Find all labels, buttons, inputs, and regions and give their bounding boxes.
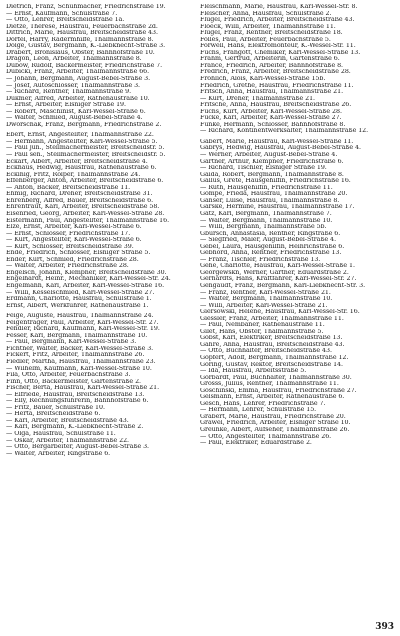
directory-entry: Floeck, Willi, Arbeiter, Thälmannstraße 11.: [200, 23, 336, 30]
directory-entry: Gatz, Karl, Bergmann, Thälmannstraße 7.: [200, 210, 332, 217]
directory-entry: Ehrenberg, Alfred, Bauer, Breitscheidstraße 6.: [6, 197, 154, 204]
directory-entry: Giersowski, Helene, Hausfrau, Karl-Wessel-Str. 16.: [200, 309, 360, 316]
directory-entry: — Otto, Bergarbeiter, August-Bebel-Straße 3.: [6, 444, 150, 451]
directory-entry: — Elfriede, Hausfrau, Breitscheidstraße 13.: [6, 391, 145, 398]
directory-entry: — Ruth, Hausgehilfin, Friedrichstraße 11.: [200, 184, 333, 191]
directory-entry: Ender, Kurt, Schmied, Friedrichstraße 28.: [6, 256, 139, 263]
directory-entry: — Franz, Rentner, Karl-Wessel-Straße 21.: [200, 289, 331, 296]
left-column: [6, 4, 198, 457]
directory-entry: Ende, Friedrich, Schlosser, Elsniger Straße 5.: [6, 250, 151, 257]
directory-entry: Gärtner, Arthur, Klempner, Friedrichstraße 6.: [200, 158, 344, 165]
directory-entry: Fickert, Fritz, Arbeiter, Thälmannstraße 26.: [6, 352, 145, 359]
directory-entry: Gähre, Anna, Hausfrau, Breitscheidstraße 43.: [200, 341, 345, 348]
directory-entry: Giessler, Franz, Arbeiter, Thälmannstraße 11.: [200, 315, 344, 322]
directory-entry: Fiedler, Martha, Hausfrau, Thälmannstraße 23.: [6, 358, 156, 365]
directory-entry: — Ernst, Arbeiter, Elsniger Straße 19.: [6, 102, 126, 109]
directory-entry: — Paul sen., Stellmachermeister, Breitscheidstr. 5.: [6, 152, 166, 159]
directory-entry: Flügel, Franz, Rentner, Breitscheidstraße 18.: [200, 30, 343, 37]
directory-entry: Gompe, Frieda, Hausfrau, Thälmannstraße 20.: [200, 191, 348, 198]
directory-entry: Eckinig, Fritz, Rolper, Thälmannstraße 24.: [6, 171, 141, 178]
directory-entry: — Paul, Bergmann, Karl-Wessel-Straße 3.: [6, 339, 137, 346]
directory-entry: Grabert, Marie, Hausfrau, Friedrichstraße 20.: [200, 413, 346, 420]
directory-entry: Gabert, Marie, Hausfrau, Karl-Wessel-Straße 11.: [200, 138, 354, 145]
directory-entry: — Willi, Bergmann, Thälmannstraße 5b.: [200, 224, 327, 231]
directory-entry: Gehe, Charlotte, Hausfrau, Karl-Wessel-Straße 1.: [200, 263, 355, 270]
directory-entry: Erdmann, Charlotte, Hausfrau, Schulstraße 1.: [6, 296, 152, 303]
directory-entry: — Kurt, Dreher, Thälmannstraße 21.: [200, 95, 315, 102]
directory-entry: Dietrich, Franz, Schuhmacher, Friedrichstraße 19.: [6, 4, 166, 10]
directory-entry: — Richard, Tischler, Elsniger Straße 19.: [200, 165, 327, 172]
directory-entry: Grosss, Julius, Rentner, Thälmannstraße 11.: [200, 381, 339, 388]
directory-entry: Flügel, Friedrich, Arbeiter, Breitscheidstraße 43.: [200, 17, 355, 24]
directory-entry: Eisenried, Georg, Arbeiter, Karl-Wessel-Straße 28.: [6, 210, 165, 217]
directory-entry: Gelsmann, Ernst, Arbeiter, Rathenaustraße 6.: [200, 394, 345, 401]
directory-entry: Ehmig, Richard, Dreher, Breitscheidstraße 31.: [6, 191, 153, 198]
directory-entry: Finn, Otto, Bäckermeister, Gartenstraße 2.: [6, 378, 141, 385]
directory-entry: Gebel, Laura, Hausgehilfin, Heinrichstraße 6.: [200, 243, 345, 250]
directory-entry: Gesch, Hans, Lehrer, Friedrichstraße 7.: [200, 400, 326, 407]
directory-entry: Gobst, Karl, Elektriker, Breitscheidstraße 13.: [200, 335, 343, 342]
directory-entry: — Walter, Arbeiter, Ringstraße 6.: [6, 450, 111, 457]
directory-entry: — Otto, Buchhalter, Breitscheidstraße 43.: [200, 348, 332, 355]
directory-entry: Dörfel, Harry, Rädermhilfe, Thälmannstraße 8.: [6, 36, 154, 43]
directory-entry: Fendler, Richard, Kaufmann, Karl-Wessel-Str. 19.: [6, 326, 160, 333]
directory-entry: — Herta, Breitscheidstraße 6.: [6, 411, 101, 418]
directory-entry: Eistermann, Paul, Angestellter, Thälmannstraße 16.: [6, 217, 170, 224]
directory-entry: Fredrich, Franz, Arbeiter, Breitscheidstraße 28.: [200, 69, 351, 76]
directory-entry: Elze, Ernst, Arbeiter, Karl-Wessel-Straße 6.: [6, 224, 142, 231]
directory-entry: Ebert, Ernst, Angestellter, Thälmannstraße 22.: [6, 132, 154, 139]
directory-columns: [6, 4, 394, 457]
directory-entry: Gengaudt, Franz, Bergmann, Karl-Liebknecht-Str. 3.: [200, 282, 366, 289]
directory-entry: — Josef, Autoschlosser, Thälmannstraße 3.: [6, 82, 141, 89]
directory-entry: — Oskar, Arbeiter, Thälmannstraße 22.: [6, 437, 129, 444]
directory-entry: Fleischmann, Marie, Hausfrau, Karl-Wessel-Str. 8.: [200, 4, 358, 10]
directory-entry: — Olga, Hausfrau, Schulstraße 11.: [6, 431, 116, 437]
directory-entry: — Hermann, Angestellter, Karl-Wessel-Straße 5.: [6, 138, 158, 145]
directory-entry: — Ida, Hausfrau, Arbeitsstraße 5.: [200, 368, 307, 375]
directory-entry: Engelhardt, Heinr., Mechaniker, Karl-Wessel-Str. 24.: [6, 276, 171, 283]
directory-entry: Drabert, Bronislaus, Obster, Bahnhofstraße 10.: [6, 49, 155, 56]
page-number: 393: [375, 622, 394, 632]
directory-entry: Fritsche, Anna, Hausfrau, Breitscheidstraße 26.: [200, 102, 352, 109]
directory-entry: — Walter, Schmied, August-Bebel-Straße 4.: [6, 115, 143, 122]
directory-entry: Eckart, Albert, Arbeiter, Breitscheidstraße 4.: [6, 158, 148, 165]
directory-entry: — Werner, Arbeiter, August-Bebel-Straße 4.: [200, 152, 338, 159]
directory-entry: France, Friedrich, Arbeiter, Bahnhofstraße 8.: [200, 62, 343, 69]
directory-entry: — Willi, Kesselschmied, Karl-Wessel-Straße 27.: [6, 289, 155, 296]
directory-entry: Ehrentraut, Karl, Arbeiter, Breitscheidstraße 58.: [6, 204, 160, 211]
directory-entry: Fritsch, Anna, Hausfrau, Thälmannstraße 21.: [200, 89, 344, 96]
directory-entry: Dubicki, Franz, Arbeiter, Thälmannstraße 66.: [6, 69, 150, 76]
directory-entry: — Wilhelm, Kaufmann, Karl-Wessel-Straße 10.: [6, 365, 152, 372]
directory-entry: — Willi, Arbeiter, Karl-Wessel-Straße 21.: [200, 302, 328, 309]
directory-entry: Georgewskn, Werner, Gärtner, Eduardstraße 2.: [200, 269, 349, 276]
directory-entry: Dietze, Therese, Hausfrau, Feuerbachstraße 2d.: [6, 23, 158, 30]
directory-entry: — Richard, Kontinentwerksalter, Thälmannstraße 12.: [200, 128, 369, 135]
directory-entry: — Walter, Arbeiter, Friedrichstraße 28.: [6, 263, 129, 270]
directory-entry: — Siegfried, Maler, August-Bebel-Straße 4.: [200, 237, 337, 244]
directory-entry: Effenberger, Anton, Arbeiter, Breitscheidstraße 6.: [6, 178, 164, 185]
directory-entry: — Paul, Nembaner, Rathenaustraße 11.: [200, 322, 325, 329]
directory-entry: Greunke, Albert, Aufseher, Thälmannstraße 26.: [200, 427, 350, 433]
directory-entry: — Ernst, Kaufmann, Schulstraße 7.: [6, 10, 118, 17]
directory-entry: — Johann, Bergmann, August-Bebel-Straße 3.: [6, 76, 151, 83]
directory-entry: — Kurt, Angestellter, Karl-Wessel-Straße 6.: [6, 237, 142, 244]
directory-entry: — Walter, Bergmann, Thälmannstraße 10.: [200, 217, 333, 224]
directory-entry: — Fritz, Bauer, Schulstraße 10.: [6, 404, 105, 411]
directory-entry: Dubow, Rudolf, Bäckermeister, Friedrichstraße 7.: [6, 62, 163, 69]
directory-entry: Engelsch, Johann, Klempner, Breitscheidstraße 30.: [6, 269, 167, 276]
directory-entry: Garske, Hermine, Hausfrau, Thälmannstraße 17.: [200, 204, 355, 211]
directory-entry: Ernst, Albert, Werkführer, Rathenaustraße 1.: [6, 302, 149, 309]
directory-entry: — Richard, Rentner, Thälmannstraße 9.: [6, 89, 132, 96]
directory-entry: Fischer, Berta, Hausfrau, Karl-Wessel-Straße 21.: [6, 385, 160, 392]
directory-entry: Funke, Hermann, Schlosser, Bahnhofstraße 8.: [200, 121, 346, 128]
directory-entry: Gallus, Grete, Hausgehilfin, Friedrichstraße 16.: [200, 178, 351, 185]
directory-entry: Friedrich, Grethe, Hausfrau, Friedrichstraße 11.: [200, 82, 354, 89]
directory-entry: — Anton, Bäcker, Breitscheidstraße 11.: [6, 184, 131, 191]
directory-entry: Fuchs, Frangott, Chemiker, Karl-Wessel-Straße 13.: [200, 49, 361, 56]
directory-entry: — Walter, Bergmann, Thälmannstraße 10.: [200, 296, 333, 303]
directory-entry: Fichtner, Walter, Bäcker, Karl-Wessel-Straße 3.: [6, 345, 154, 352]
directory-entry: Gbursch, Annastasia, Rentner, Ringstraße 6.: [200, 230, 341, 237]
directory-entry: — Robert, Maschinist, Karl-Wessel-Straße 6.: [6, 108, 146, 115]
directory-entry: Eckhaus, Hedwig, Hausfrau, Rathenaustraße 6.: [6, 165, 157, 172]
directory-entry: Dragon, Leon, Arbeiter, Thälmannstraße 8.: [6, 56, 142, 63]
directory-entry: Goschinski, Emma, Hausfrau, Friedrichstraße 27.: [200, 387, 357, 394]
directory-entry: Gaida, Robert, Bergmann, Thälmannstraße 8.: [200, 171, 344, 178]
directory-entry: Dittrich, Marie, Hausfrau, Breitscheidstraße 43.: [6, 30, 158, 37]
directory-entry: Gerhardts, Hans, Kraftfahrer, Karl-Wessel-Str. 27.: [200, 276, 357, 283]
directory-entry: Engelmann, Karl, Arbeiter, Karl-Wessel-Straße 16.: [6, 282, 165, 289]
directory-entry: Dükmer, Alfred, Arbeiter, Rathenaustraße 10.: [6, 95, 150, 102]
directory-entry: Ganser, Luise, Hausfrau, Thälmannstraße 8.: [200, 197, 340, 204]
directory-entry: — Franz, Tischler, Friedrichstraße 13.: [200, 256, 321, 263]
directory-entry: Dworschak, Franz, Bergmann, Friedrichstraße 2.: [6, 121, 162, 128]
directory-entry: Dolge, Gustav, Bergmann, K.-Liebknecht-Straße 3.: [6, 43, 166, 50]
directory-entry: — Elly, Rechnungsführerin, Bahnhofstraße 6.: [6, 398, 149, 405]
directory-entry: Gabrys, Hedwig, Hausfrau, August-Bebel-Straße 4.: [200, 145, 361, 152]
directory-entry: — Kurt, Schlosser, Breitscheidstraße 39.: [6, 243, 134, 250]
directory-entry: Göpfert, Adolf, Bergmann, Thälmannstraße 12.: [200, 354, 349, 361]
right-column: [200, 4, 392, 457]
directory-entry: Gebhord, Anna, Rentner, Friedrichstraße 13.: [200, 250, 342, 257]
directory-entry: Fleischer, Anna, Hausfrau, Schulstraße 2.: [200, 10, 332, 17]
directory-entry: — Otto, Angestellter, Thälmannstraße 26.: [200, 433, 332, 440]
directory-entry: — Paul, Elektriker, Eduardstraße 2.: [200, 440, 312, 447]
directory-entry: Feige, Auguste, Hausfrau, Thälmannstraße 24.: [6, 313, 154, 320]
directory-entry: Folles, Paul, Arbeiter, Feuerbachstraße 5.: [200, 36, 331, 43]
directory-entry: — Ernst, Schlosser, Friedrichstraße 17.: [6, 230, 131, 237]
directory-entry: Fröhlich, Alois, Karl-Wessel-Straße 15b.: [200, 76, 326, 83]
directory-entry: Fucke, Karl, Arbeiter, Karl-Wessel-Straße 27.: [200, 115, 342, 122]
directory-entry: — Paul jun., Stellmachermeister, Breitscheidstr. 5.: [6, 145, 165, 152]
directory-entry: — Karl, Arbeiter, Breitscheidstraße 43.: [6, 417, 129, 424]
directory-entry: Gilet, Hans, Obster, Thälmannstraße 5.: [200, 328, 324, 335]
directory-entry: Göring, Gustav, Rektor, Breitscheidstraße 14.: [200, 361, 343, 368]
directory-entry: Fesser, Karl, Bergmann, Thälmannstraße 10.: [6, 332, 148, 339]
directory-entry: — Karl, Bergmann, K.-Liebknecht-Straße 2.: [6, 424, 144, 431]
directory-entry: Gräwel, Friedrich, Arbeiter, Elsniger Straße 10.: [200, 420, 351, 427]
directory-entry: Görbardt, Paul, Buchhalter, Thälmannstraße 30.: [200, 374, 352, 381]
directory-entry: — Hermann, Lehrer, Schulstraße 15.: [200, 407, 317, 414]
directory-entry: — Otto, Lehrer, Breitscheidstraße 1a.: [6, 17, 125, 24]
directory-entry: Feigentrager, Paul, Arbeiter, Karl-Wessel-Str. 27.: [6, 319, 159, 326]
directory-entry: Forwell, Hans, Elektromonteur, K.-Wessel-Str. 11.: [200, 43, 356, 50]
directory-entry: Fila, Otto, Arbeiter, Feuerbachstraße 3.: [6, 372, 131, 379]
directory-entry: Frahm, Gertrud, Arbeiterin, Gartenstraße 6.: [200, 56, 340, 63]
directory-entry: Fuchs, Kurt, Arbeiter, Karl-Wessel-Straße 28.: [200, 108, 342, 115]
